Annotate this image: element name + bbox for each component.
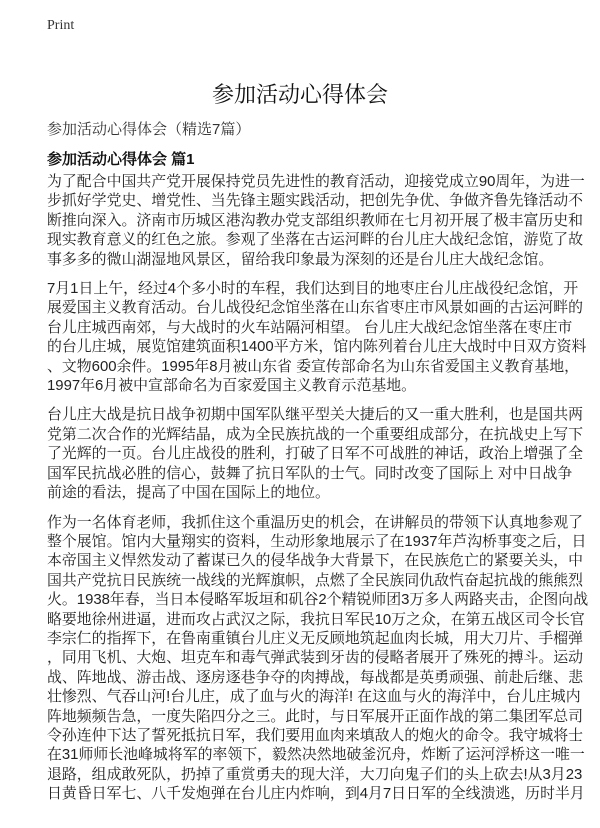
text-line: 火。1938年春，当日本侵略军坂垣和矶谷2个精锐师团3万多人两路夹击，企图向战 — [47, 592, 589, 609]
text-line: 步抓好学党史、增党性、当先锋主题实践活动，把创先争优、争做齐鲁先锋活动不 — [47, 193, 584, 210]
page-title: 参加活动心得体会 — [211, 82, 388, 107]
text-line: 事多多的微山湖湿地风景区，留给我印象最为深刻的还是台儿庄大战纪念馆。 — [47, 251, 554, 268]
text-line: 的台儿庄城，展览馆建筑面积1400平方米，馆内陈列着台儿庄大战时中日双方资料 — [47, 339, 587, 356]
text-line: 阵地频频告急，一度失陷四分之三。此时，与日军展开正面作战的第二集团军总司 — [47, 708, 584, 725]
text-line: 李宗仁的指挥下，在鲁南重镇台儿庄义无反顾地筑起血肉长城，用大刀片、手榴弹 — [47, 630, 584, 647]
text-line: 退路，组成敢死队，扔掉了重赏勇夫的现大洋，大刀向鬼子们的头上砍去!从3月23 — [47, 766, 583, 783]
section-heading: 参加活动心得体会 篇1 — [47, 151, 195, 168]
print-link[interactable]: Print — [47, 18, 75, 33]
text-line: 整个展馆。馆内大量翔实的资料，生动形象地展示了在1937年芦沟桥事变之后，日 — [47, 533, 587, 550]
article-body — [47, 173, 589, 815]
text-line: 作为一名体育老师，我抓住这个重温历史的机会，在讲解员的带领下认真地参观了 — [47, 514, 584, 531]
text-line: 日黄昏日军七、八千发炮弹在台儿庄内炸响，到4月7日日军的全线溃逃，历时半月 — [47, 786, 585, 803]
text-line: 在31师师长池峰城将军的率领下，毅然决然地破釜沉舟，炸断了运河浮桥这一唯一 — [47, 747, 585, 764]
text-line: 前途的看法，提高了中国在国际上的地位。 — [47, 485, 330, 502]
text-line: 战、阵地战、游击战、逐房逐巷争夺的肉搏战，每战都是英勇顽强、前赴后继、悲 — [47, 669, 584, 686]
paragraph — [47, 514, 589, 805]
text-line: 断推向深入。济南市历城区港沟教办党支部组织教师在七月初开展了极丰富历史和 — [47, 212, 584, 229]
text-line: 1997年6月被中宣部命名为百家爱国主义教育示范基地。 — [47, 378, 417, 395]
paragraph — [47, 280, 587, 396]
paragraph — [47, 406, 584, 503]
text-line: ，同用飞机、大炮、坦克车和毒气弹武装到牙齿的侵略者展开了殊死的搏斗。运动 — [47, 650, 584, 667]
text-line: 、文物600余件。1995年8月被山东省 委宣传部命名为山东省爱国主义教育基地， — [47, 358, 579, 375]
text-line: 本帝国主义悍然发动了蓄谋已久的侵华战争大背景下，在民族危亡的紧要关头，中 — [47, 553, 584, 570]
text-line: 国共产党抗日民族统一战线的光辉旗帜，点燃了全民族同仇敌忾奋起抗战的熊熊烈 — [47, 572, 584, 589]
text-line: 台儿庄城西南郊，与大战时的火车站隔河相望。 台儿庄大战纪念馆坐落在枣庄市 — [47, 319, 573, 336]
text-line: 令孙连仲下达了誓死抵抗日军，我们要用血肉来填敌人的炮火的命令。我守城将士 — [47, 727, 584, 744]
text-line: 了光辉的一页。台儿庄战役的胜利，打破了日军不可战胜的神话，政治上增强了全 — [47, 446, 584, 463]
paragraph — [47, 173, 585, 270]
text-line: 7月1日上午，经过4个多小时的车程，我们达到目的地枣庄台儿庄战役纪念馆，开 — [47, 281, 579, 298]
text-line: 略要地徐州进逼，进而攻占武汉之际，我抗日军民10万之众，在第五战区司令长官 — [47, 611, 585, 628]
text-line: 党第二次合作的光辉结晶，成为全民族抗战的一个重要组成部分，在抗战史上写下 — [47, 426, 584, 443]
text-line: 国军民抗战必胜的信心，鼓舞了抗日军队的士气。同时改变了国际上 对中日战争 — [47, 465, 573, 482]
text-line: 现实教育意义的红色之旅。参观了坐落在古运河畔的台儿庄大战纪念馆，游览了故 — [47, 232, 584, 249]
text-line: 为了配合中国共产党开展保持党员先进性的教育活动，迎接党成立90周年，为进一 — [47, 174, 585, 190]
text-line: 壮惨烈、气吞山河!台儿庄，成了血与火的海洋! 在这血与火的海洋中，台儿庄城内 — [47, 689, 581, 706]
document-subtitle: 参加活动心得体会（精选7篇） — [47, 121, 251, 138]
text-line: 展爱国主义教育活动。台儿战役纪念馆坐落在山东省枣庄市风景如画的古运河畔的 — [47, 300, 584, 317]
text-line: 台儿庄大战是抗日战争初期中国军队继平型关大捷后的又一重大胜利，也是国共两 — [47, 407, 584, 424]
